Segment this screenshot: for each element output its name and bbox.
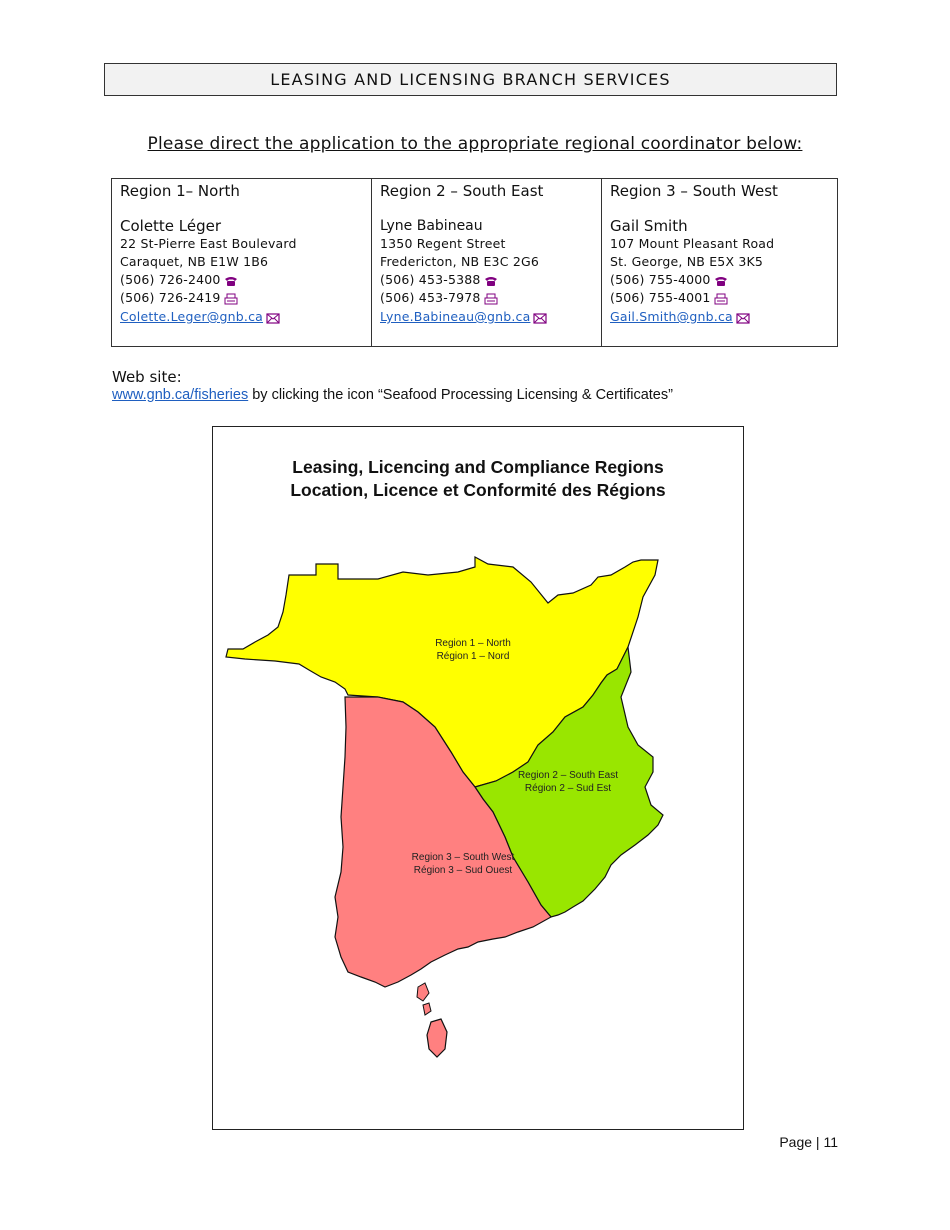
region-heading: Region 3 – South West bbox=[610, 182, 778, 200]
section-header bbox=[104, 63, 837, 96]
fax-number: (506) 726-2419 bbox=[120, 290, 221, 305]
map-title-en: Leasing, Licencing and Compliance Regions bbox=[292, 457, 664, 477]
instruction-text: Please direct the application to the appropriate regional coordinator below: bbox=[147, 134, 803, 154]
website-line bbox=[112, 387, 673, 403]
website-link[interactable]: www.gnb.ca/fisheries bbox=[112, 387, 249, 403]
small-island bbox=[423, 1003, 431, 1015]
phone-icon bbox=[484, 275, 498, 287]
fax-number: (506) 453-7978 bbox=[380, 290, 481, 305]
section-title: LEASING AND LICENSING BRANCH SERVICES bbox=[270, 70, 671, 89]
address-city: Fredericton, NB E3C 2G6 bbox=[380, 254, 540, 269]
website-description: by clicking the icon “Seafood Processing Licensing & Certificates” bbox=[248, 387, 673, 403]
address-city: Caraquet, NB E1W 1B6 bbox=[120, 254, 269, 269]
region-1-cell bbox=[112, 179, 372, 347]
coordinator-name: Lyne Babineau bbox=[380, 218, 483, 234]
new-brunswick-map bbox=[213, 427, 743, 1129]
grand-manan-island bbox=[427, 1019, 447, 1057]
coordinator-name: Colette Léger bbox=[120, 217, 222, 235]
region-2-label-en: Region 2 – South East bbox=[517, 770, 619, 781]
region-2-label-fr: Région 2 – Sud Est bbox=[524, 783, 612, 794]
website-label: Web site: bbox=[112, 368, 182, 386]
fax-icon bbox=[714, 293, 728, 305]
phone-line bbox=[610, 271, 829, 289]
fax-line bbox=[380, 289, 593, 307]
email-line bbox=[380, 307, 593, 327]
fax-icon bbox=[224, 293, 238, 305]
phone-line bbox=[380, 271, 593, 289]
page-number: Page | 11 bbox=[779, 1134, 838, 1150]
email-link[interactable]: Colette.Leger@gnb.ca bbox=[120, 309, 264, 324]
region-3-cell bbox=[602, 179, 838, 347]
phone-line bbox=[120, 271, 363, 289]
region-heading: Region 1– North bbox=[120, 182, 240, 200]
email-icon bbox=[533, 312, 547, 324]
region-heading: Region 2 – South East bbox=[380, 182, 544, 200]
phone-icon bbox=[224, 275, 238, 287]
phone-number: (506) 755-4000 bbox=[610, 272, 711, 287]
fax-number: (506) 755-4001 bbox=[610, 290, 711, 305]
email-icon bbox=[266, 312, 280, 324]
region-3-label-fr: Région 3 – Sud Ouest bbox=[413, 865, 513, 876]
region-1-label-fr: Région 1 – Nord bbox=[436, 651, 510, 662]
email-line bbox=[610, 307, 829, 327]
coordinator-name: Gail Smith bbox=[610, 217, 688, 235]
address-line: 22 St-Pierre East Boulevard bbox=[120, 236, 297, 251]
region-2-cell bbox=[372, 179, 602, 347]
email-link[interactable]: Lyne.Babineau@gnb.ca bbox=[380, 309, 531, 324]
phone-number: (506) 726-2400 bbox=[120, 272, 221, 287]
email-icon bbox=[736, 312, 750, 324]
small-island bbox=[417, 983, 429, 1001]
address-city: St. George, NB E5X 3K5 bbox=[610, 254, 764, 269]
fax-line bbox=[610, 289, 829, 307]
phone-number: (506) 453-5388 bbox=[380, 272, 481, 287]
address-line: 107 Mount Pleasant Road bbox=[610, 236, 775, 251]
email-line bbox=[120, 307, 363, 327]
fax-line bbox=[120, 289, 363, 307]
email-link[interactable]: Gail.Smith@gnb.ca bbox=[610, 309, 733, 324]
region-3-label-en: Region 3 – South West bbox=[411, 852, 515, 863]
regions-map bbox=[212, 426, 744, 1130]
regional-coordinators-table bbox=[111, 178, 838, 347]
fax-icon bbox=[484, 293, 498, 305]
phone-icon bbox=[714, 275, 728, 287]
region-1-label-en: Region 1 – North bbox=[435, 638, 511, 649]
map-title-fr: Location, Licence et Conformité des Régions bbox=[290, 480, 666, 500]
address-line: 1350 Regent Street bbox=[380, 236, 506, 251]
